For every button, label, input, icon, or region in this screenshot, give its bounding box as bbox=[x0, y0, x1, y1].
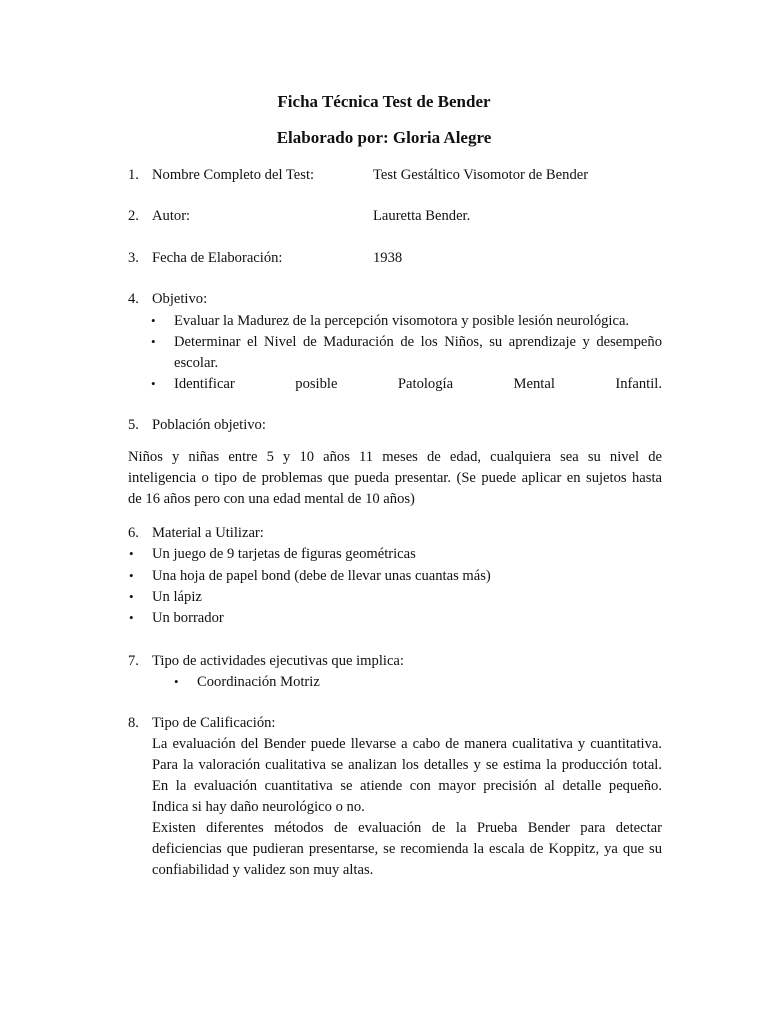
paragraph-line: deficiencias que pudieran presentarse, se recomienda la escala de Koppitz, ya que su bbox=[152, 841, 662, 857]
word: Patología bbox=[397, 376, 454, 392]
bullet-icon: • bbox=[151, 376, 156, 391]
item-value: Lauretta Bender. bbox=[373, 208, 471, 224]
list-item-text: Coordinación Motriz bbox=[197, 674, 320, 690]
list-item-text: Un borrador bbox=[152, 610, 224, 626]
item-label: Población objetivo: bbox=[152, 417, 266, 433]
item-number: 4. bbox=[128, 291, 139, 307]
item-label: Nombre Completo del Test: bbox=[152, 167, 315, 183]
item-number: 5. bbox=[128, 417, 139, 433]
item-label: Tipo de Calificación: bbox=[152, 715, 276, 731]
item-number: 6. bbox=[128, 525, 139, 541]
bullet-icon: • bbox=[129, 610, 134, 625]
item-number: 3. bbox=[128, 250, 139, 266]
bullet-icon: • bbox=[129, 589, 134, 604]
list-item-text: escolar. bbox=[174, 355, 219, 371]
bullet-icon: • bbox=[129, 546, 134, 561]
list-item-text bbox=[174, 374, 662, 394]
bullet-icon: • bbox=[174, 674, 179, 689]
item-label: Autor: bbox=[152, 208, 191, 224]
word: posible bbox=[295, 376, 338, 392]
item-number: 2. bbox=[128, 208, 139, 224]
list-item-text: Un juego de 9 tarjetas de figuras geométricas bbox=[152, 546, 416, 562]
word: Infantil. bbox=[615, 376, 662, 392]
paragraph-line: Para la valoración cualitativa se analizan los detalles y se estima la producción total. bbox=[152, 757, 662, 773]
list-item-text: Una hoja de papel bond (debe de llevar unas cuantas más) bbox=[152, 568, 491, 584]
item-label: Fecha de Elaboración: bbox=[152, 250, 283, 266]
word: Identificar bbox=[174, 376, 235, 392]
bullet-icon: • bbox=[151, 334, 156, 349]
item-label: Objetivo: bbox=[152, 291, 208, 307]
paragraph-line: Existen diferentes métodos de evaluación de la Prueba Bender para detectar bbox=[152, 820, 662, 836]
list-item-text: Evaluar la Madurez de la percepción visomotora y posible lesión neurológica. bbox=[174, 313, 630, 329]
item-label: Tipo de actividades ejecutivas que implica: bbox=[152, 653, 404, 669]
paragraph-line: inteligencia o tipo de problemas que pueda presentar. (Se puede aplicar en sujetos hasta bbox=[128, 470, 662, 486]
paragraph-line: En la evaluación cuantitativa se atiende con mayor precisión al detalle pequeño. bbox=[152, 778, 662, 794]
item-value: Test Gestáltico Visomotor de Bender bbox=[373, 167, 589, 183]
paragraph-line: confiabilidad y validez son muy altas. bbox=[152, 862, 374, 878]
bullet-icon: • bbox=[151, 313, 156, 328]
item-number: 7. bbox=[128, 653, 139, 669]
paragraph-line: La evaluación del Bender puede llevarse a cabo de manera cualitativa y cuantitativa. bbox=[152, 736, 662, 752]
document-author-heading: Elaborado por: Gloria Alegre bbox=[276, 128, 492, 147]
item-number: 1. bbox=[128, 167, 139, 183]
document-title: Ficha Técnica Test de Bender bbox=[277, 92, 491, 111]
item-label: Material a Utilizar: bbox=[152, 525, 264, 541]
bullet-icon: • bbox=[129, 568, 134, 583]
item-value: 1938 bbox=[373, 250, 403, 266]
paragraph-line: de 16 años pero con una edad mental de 10 años) bbox=[128, 491, 415, 507]
word: Mental bbox=[513, 376, 555, 392]
paragraph-line: Indica si hay daño neurológico o no. bbox=[152, 799, 365, 815]
paragraph-line: Niños y niñas entre 5 y 10 años 11 meses de edad, cualquiera sea su nivel de bbox=[128, 449, 662, 465]
list-item-text: Determinar el Nivel de Maduración de los Niños, su aprendizaje y desempeño bbox=[174, 334, 662, 350]
item-number: 8. bbox=[128, 715, 139, 731]
list-item-text: Un lápiz bbox=[152, 589, 202, 605]
